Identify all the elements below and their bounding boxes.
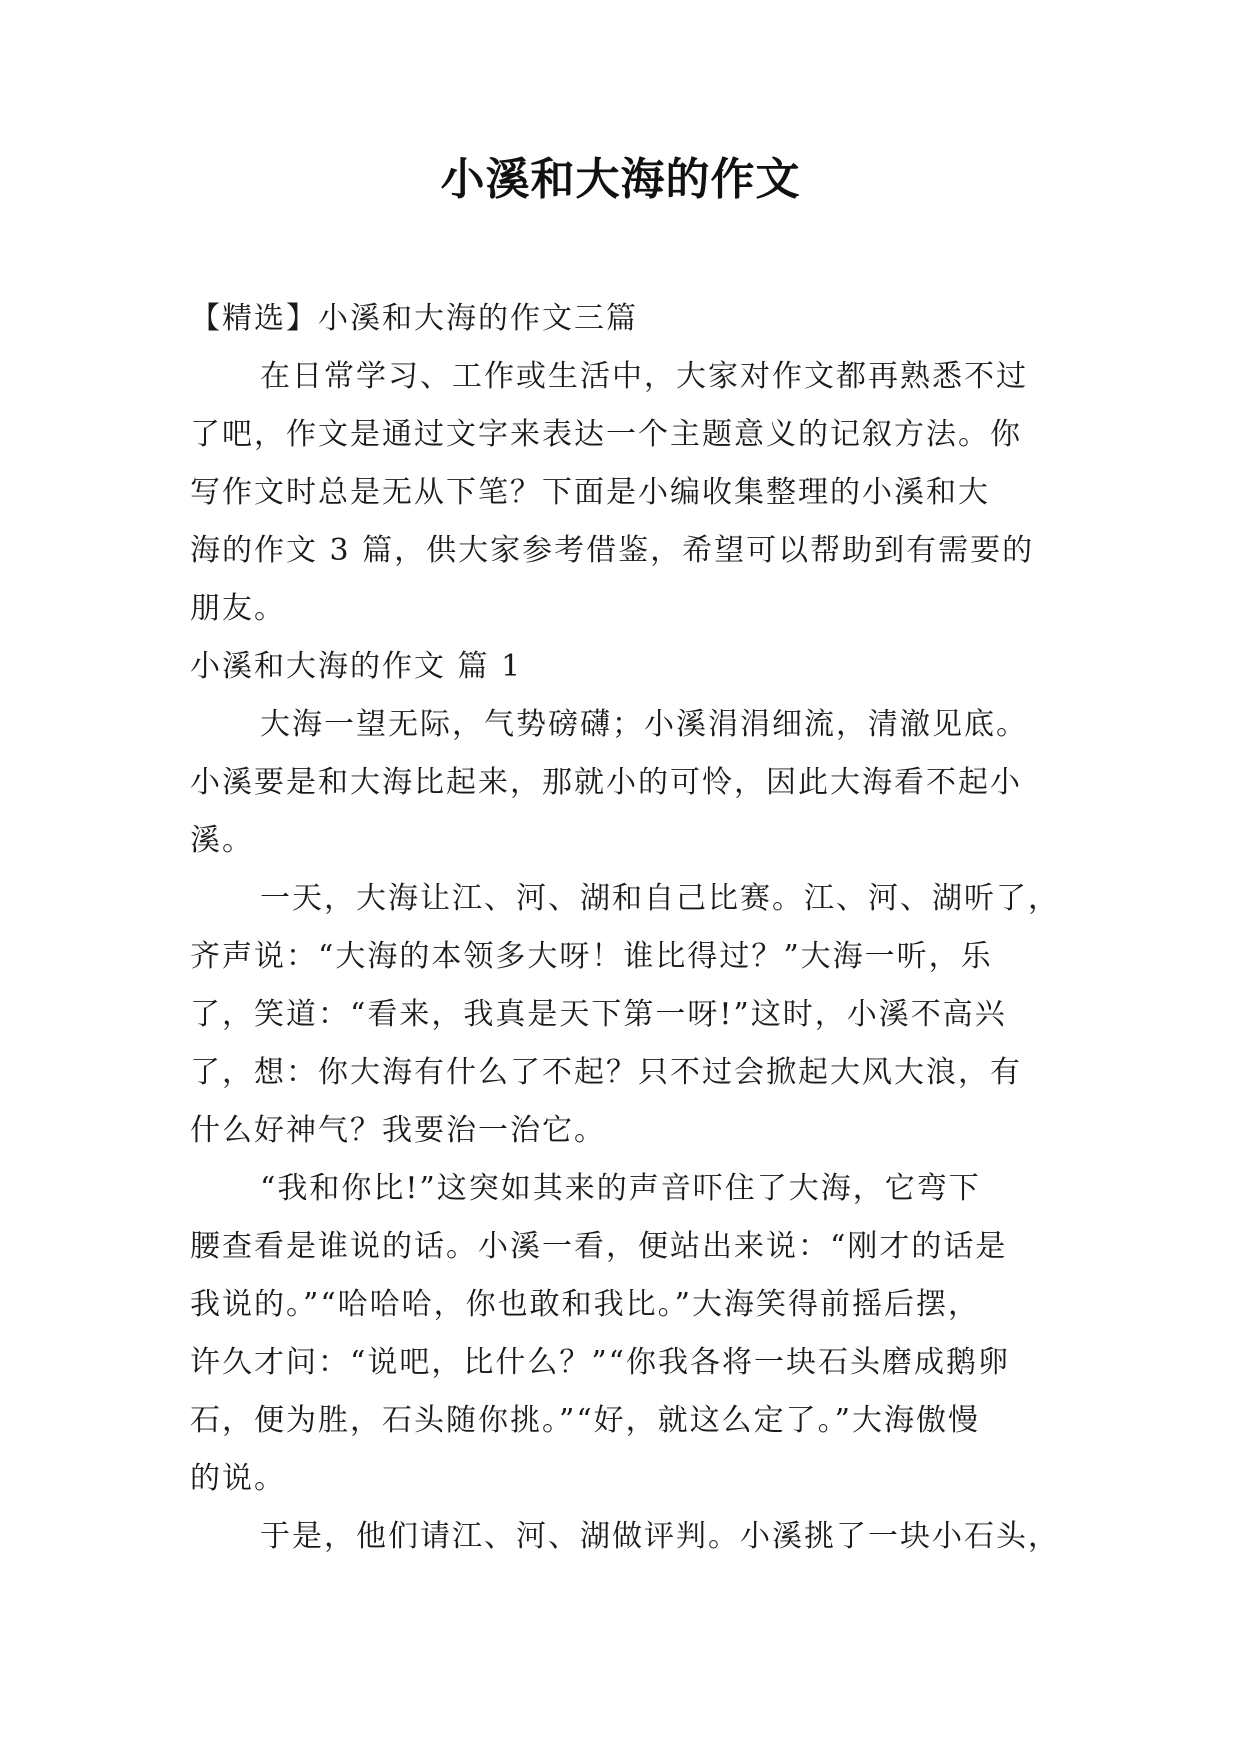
paragraph-line: 许久才问：“说吧，比什么？”“你我各将一块石头磨成鹅卵 — [190, 1345, 1011, 1380]
paragraph-line: 齐声说：“大海的本领多大呀！谁比得过？”大海一听，乐 — [190, 939, 993, 974]
document-title: 小溪和大海的作文 — [440, 154, 801, 205]
paragraph-line: 朋友。 — [190, 591, 286, 626]
paragraph-line: 腰查看是谁说的话。小溪一看，便站出来说：“刚才的话是 — [190, 1229, 1008, 1264]
paragraph-line: 大海一望无际，气势磅礴；小溪涓涓细流，清澈见底。 — [260, 707, 1028, 742]
paragraph-line: 我说的。”“哈哈哈，你也敢和我比。”大海笑得前摇后摆， — [190, 1287, 981, 1322]
paragraph-line: 石，便为胜，石头随你挑。”“好，就这么定了。”大海傲慢 — [190, 1403, 981, 1438]
intro-heading: 【精选】小溪和大海的作文三篇 — [190, 301, 638, 336]
paragraph-line: 了吧，作文是通过文字来表达一个主题意义的记叙方法。你 — [190, 417, 1022, 452]
paragraph-line: 小溪要是和大海比起来，那就小的可怜，因此大海看不起小 — [190, 765, 1022, 800]
paragraph-line: 什么好神气？我要治一治它。 — [190, 1113, 606, 1148]
paragraph-line: 的说。 — [190, 1461, 286, 1496]
paragraph-line: 写作文时总是无从下笔？下面是小编收集整理的小溪和大 — [190, 475, 990, 510]
paragraph-line: 于是，他们请江、河、湖做评判。小溪挑了一块小石头， — [260, 1519, 1060, 1554]
paragraph-line: 了，想：你大海有什么了不起？只不过会掀起大风大浪，有 — [190, 1055, 1022, 1090]
paragraph-line: “我和你比!”这突如其来的声音吓住了大海，它弯下 — [260, 1171, 981, 1206]
document-body — [190, 290, 1060, 1566]
paragraph-line: 在日常学习、工作或生活中，大家对作文都再熟悉不过 — [260, 359, 1028, 394]
paragraph-line: 海的作文 3 篇，供大家参考借鉴，希望可以帮助到有需要的 — [190, 533, 1035, 568]
paragraph-line: 一天，大海让江、河、湖和自己比赛。江、河、湖听了， — [260, 881, 1060, 916]
section-heading: 小溪和大海的作文 篇 1 — [190, 649, 523, 684]
paragraph-line: 溪。 — [190, 823, 254, 858]
paragraph-line: 了，笑道：“看来，我真是天下第一呀!”这时，小溪不高兴 — [190, 997, 1007, 1032]
